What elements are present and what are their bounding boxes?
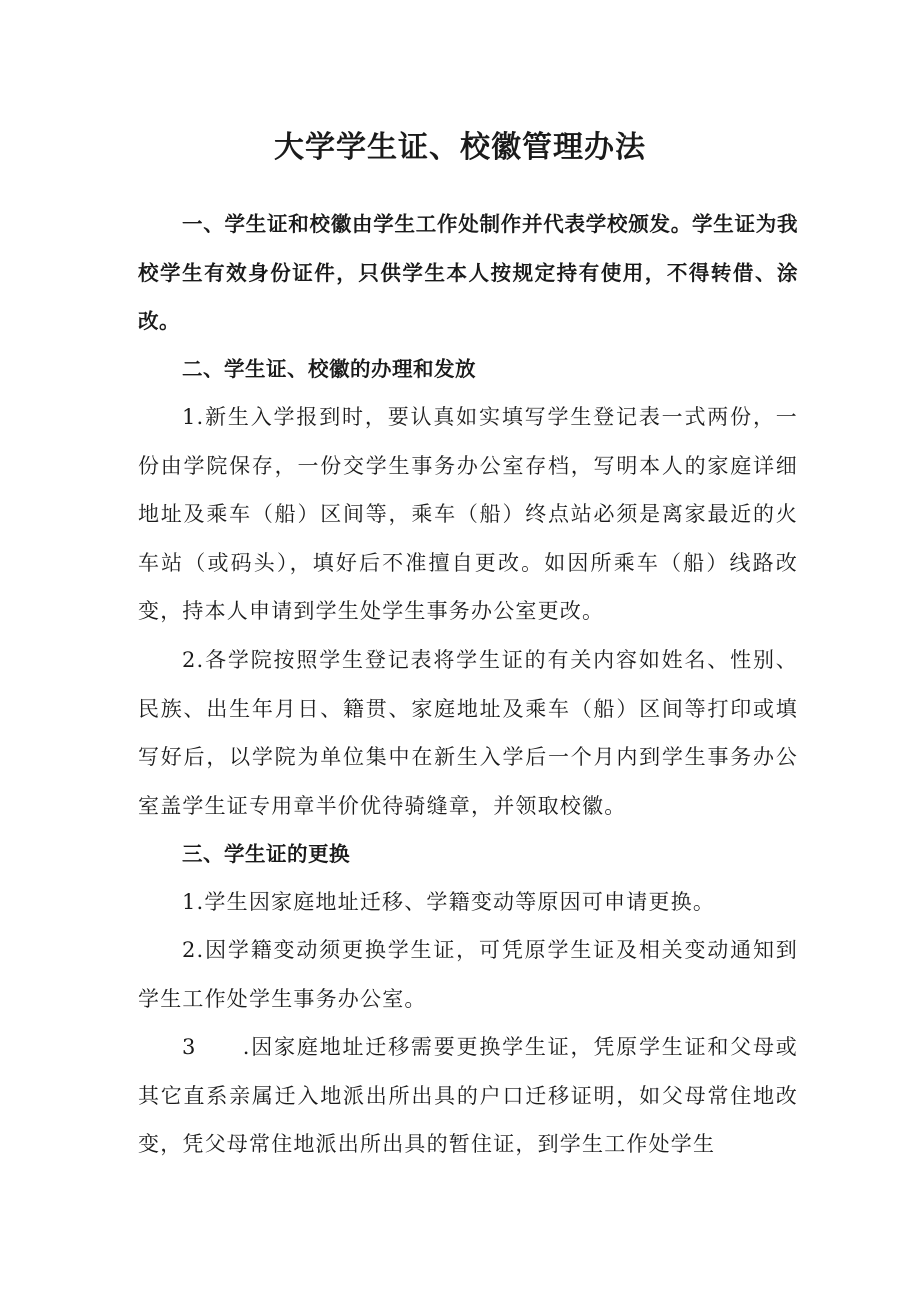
- section-2-heading: 二、学生证、校徽的办理和发放: [182, 357, 476, 381]
- section-3-item-2: 2.因学籍变动须更换学生证，可凭原学生证及相关变动通知到学生工作处学生事务办公室。: [138, 938, 798, 1011]
- section-2-item-1: 1.新生入学报到时，要认真如实填写学生登记表一式两份，一份由学院保存，一份交学生事务办公室存档，写明本人的家庭详细地址及乘车（船）区间等，乘车（船）终点站必须是离家最近的火车站（或码头），填好后不准擅自更改。如因所乘车（船）线路改变，持本人申请到学生处学生事务办公室更改。: [138, 405, 798, 623]
- section-3-item-1: 1.学生因家庭地址迁移、学籍变动等原因可申请更换。: [182, 890, 716, 914]
- section-2-item-2: 2.各学院按照学生登记表将学生证的有关内容如姓名、性别、民族、出生年月日、籍贯、家庭地址及乘车（船）区间等打印或填写好后，以学院为单位集中在新生入学后一个月内到学生事务办公室盖学生证专用章半价优待骑缝章，并领取校徽。: [138, 648, 798, 818]
- document-title: 大学学生证、校徽管理办法: [274, 130, 646, 165]
- section-3-item-3: 3 .因家庭地址迁移需要更换学生证，凭原学生证和父母或其它直系亲属迁入地派出所出具的户口迁移证明，如父母常住地改变，凭父母常住地派出所出具的暂住证，到学生工作处学生: [138, 1035, 798, 1156]
- section-3-heading: 三、学生证的更换: [182, 842, 350, 866]
- section-1-paragraph: 一、学生证和校徽由学生工作处制作并代表学校颁发。学生证为我校学生有效身份证件，只供学生本人按规定持有使用，不得转借、涂改。: [138, 212, 798, 333]
